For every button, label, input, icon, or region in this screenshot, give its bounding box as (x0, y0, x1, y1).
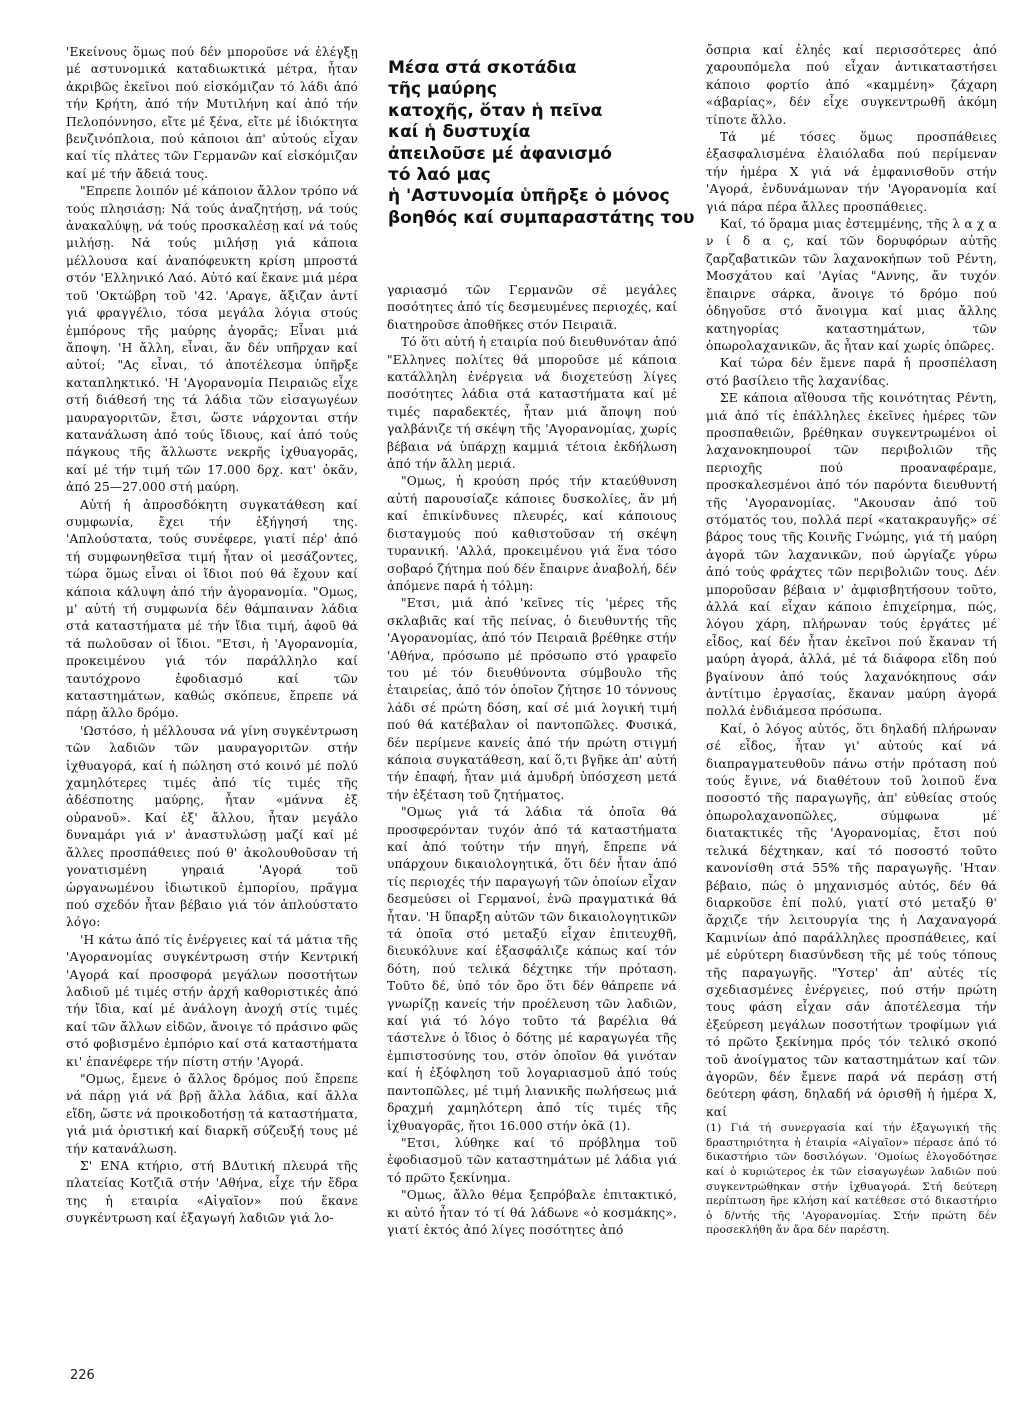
paragraph: "Ομως, ἄλλο θέμα ξεπρόβαλε ἐπιτακτικό, κι αὐτό ἦταν τό τί θά λάδωνε «ὁ κοσμάκης», γιατί ἐκτός ἀπό λίγες ποσότητες ἀπό (387, 1188, 677, 1237)
paragraph: 'Εκείνους ὅμως πού δέν μποροῦσε νά ἐλέγξῃ μέ αστυνομικά καταδιωκτικά μέτρα, ἦταν ἀκριβῶς ἐκεῖνοι πού εἰσκόμιζαν τό λάδι ἀπό τήν Κρήτη, ἀπό τήν Μυτιλήνη καί ἀπό τήν Πελοπόννησο, εἴτε μέ ξένα, εἴτε μέ ἰδιόκτητα βενζινόπλοια, πού κάποιοι ἀπ' αὐτούς εἶχαν καί τίς πλάτες τῶν Γερμανῶν καί εἰσκόμιζαν καί μέ τήν ἄδειά τους. (66, 45, 358, 181)
paragraph: "Ομως γιά τά λάδια τά ὁποῖα θά προσφερόνταν τυχόν ἀπό τά καταστήματα καί ἀπό τούτην τήν πηγή, ἔπρεπε νά υπάρχουν δικαιολογητικά, ὅτι δέν ἦταν ἀπό τίς περιοχές τήν παραγωγή τῶν ὁποίων εἶχαν δεσμεύσει οἱ Γερμανοί, ἐνῶ πραγματικά θά ἦταν. 'Η ὕπαρξη αὐτῶν τῶν δικαιολογητικῶν τά ὁποῖα στό μεταξύ εἶχαν ἐπιτευχθῆ, διευκόλυνε καί ἐξασφάλιζε κάπως καί τόν δότη, πού τελικά δέχτηκε τήν πρόταση. Τοῦτο δέ, ὑπό τόν ὅρο ὅτι δέν θάπρεπε νά γνωρίζῃ κανείς τήν προέλευση τῶν λαδιῶν, καί γιά τό λόγο τοῦτο τά βαρέλια θά τάστελνε ὁ ἴδιος ὁ δότης μέ καραγωγέα τῆς ἐμπιστοσύνης του, στόν ὁποῖον θά γινόταν καί ἡ ἐξόφληση τοῦ λογαριασμοῦ ἀπό τούς παντοπῶλες, μέ τιμή λιανικῆς πωλήσεως μιά δραχμή χαμηλότερη ἀπό τίς τιμές τῆς ἰχθυαγορᾶς, ἤτοι 16.000 στήν ὀκᾶ (1). (387, 805, 677, 1133)
paragraph: 'Ωστόσο, ἡ μέλλουσα νά γίνη συγκέντρωση τῶν λαδιῶν τῶν μαυραγοριτῶν στήν ἰχθυαγορά, καί ἡ πώληση στό κοινό μέ πολύ χαμηλότερες τιμές ἀπό τίς τιμές τῆς ἀδέσποτης μαύρης, ἦταν «μάννα ἐξ οὐρανοῦ». Καί ἐξ' ἄλλου, ἦταν μεγάλο δυναμάρι γιά ν' ἀναστυλώσῃ μαζί καί μέ ἄλλες προσπάθειες πού θ' ἀκολουθοῦσαν τή γονατισμένη γηραιά 'Αγορά τοῦ ὡργανωμένου ἰδιωτικοῦ ἐμπορίου, πρᾶγμα πού σχεδόν ἦταν βέβαιο γιά τόν ἁπλούστατο λόγο: (66, 723, 358, 930)
paragraph: Αὐτή ἡ ἀπροσδόκητη συγκατάθεση καί συμφωνία, ἔχει τήν ἐξήγησή της. 'Απλούστατα, τούς συνέφερε, γιατί πέρ' ἀπό τή συμφωνηθεῖσα τιμή ἦταν οἱ μεσάζοντες, τώρα ὅμως εἶναι οἱ ἴδιοι πού θά ἔχουν καί κάποια κάλυψη ἀπό τήν ἀγορανομία. "Ομως, μ' αὐτή τή συμφωνία δέν θάμπαιναν λάδια στά καταστήματα μέ τήν ἴδια τιμή, ἀφοῦ θά τά πωλοῦσαν οἱ ἴδιοι. "Ετσι, ἡ 'Αγορανομία, προκειμένου γιά τόν παράλληλο καί ταυτόχρονο ἐφοδιασμό καί τῶν καταστημάτων, καθώς σκόπευε, ἔπρεπε νά πάρῃ ἄλλο δρόμο. (66, 497, 358, 721)
paragraph: 'Η κάτω ἀπό τίς ἐνέργειες καί τά μάτια τῆς 'Αγορανομίας συγκέντρωση στήν Κεντρική 'Αγορά καί προσφορά μεγάλων ποσοτήτων λαδιοῦ μέ τιμές στήν ἀρχή καθοριστικές ἀπό τήν ἴδια, καί μέ ἀνάλογη ἀνοχή στίς τιμές καί τῶν ἄλλων εἰδῶν, ἄνοιγε τό πράσινο φῶς στό φοβισμένο ἐμπόριο καί στά καταστήματα κι' ἐπανέφερε τήν πίστη στήν 'Αγορά. (66, 932, 358, 1069)
paragraph: "Ομως, ἔμενε ὁ ἄλλος δρόμος πού ἔπρεπε νά πάρῃ γιά νά βρῇ ἄλλα λάδια, καί ἄλλα εἴδη, ὥστε νά προικοδοτήσῃ τά καταστήματα, γιά μιά ὁριστική καί διαρκῆ σύζευξή τους μέ τήν κατανάλωση. (66, 1071, 358, 1156)
paragraph: "Ετσι, λύθηκε καί τό πρόβλημα τοῦ ἐφοδιασμοῦ τῶν καταστημάτων μέ λάδια γιά τό πρῶτο ξεκίνημα. (387, 1135, 677, 1185)
paragraph: Τά μέ τόσες ὅμως προσπάθειες ἐξασφαλισμένα ἐλαιόλαδα πού περίμεναν τήν ἡμέρα Χ γιά νά ἐμφανισθοῦν στήν 'Αγορά, ἐνδυνάμωναν τήν 'Αγορανομία καί γιά πάρα πέρα ἄλλες προσπάθειες. (706, 130, 997, 214)
pull-quote-line: τῆς μαύρης (388, 79, 497, 100)
paragraph: "Επρεπε λοιπόν μέ κάποιον ἄλλον τρόπο νά τούς πλησιάσῃ: Νά τούς ἀναζητήσῃ, νά τούς ἀνακαλύψῃ, νά τούς προσκαλέσῃ καί νά τούς μιλήσῃ. Νά τούς μιλήσῃ γιά κάποια μέλλουσα καί ἀναπόφευκτη κρίση μπροστά στόν 'Ελληνικό Λαό. Αὐτό καί ἔκανε μιά μέρα τοῦ 'Οκτώβρη τοῦ '42. 'Αραγε, ἄξιζαν ἀντί γιά φραγγέλιο, τόσα μεγάλα λόγια στούς ἐμπόρους τῆς μαύρης ἀγορᾶς; Εἶναι μιά ἄποψη. 'Η ἄλλη, εἶναι, ἄν δέν υπῆρχαν καί αὐτοί; "Ας εἶναι, τό ἀποτέλεσμα ὑπῆρξε καταπληκτικό. 'Η 'Αγορανομία Πειραιῶς εἶχε στή διάθεσή της τά λάδια τῶν εἰσαγωγέων μαυραγοριτῶν, ἔτσι, ὥστε νάρχονται στήν κατανάλωση ἀπό τούς ἴδιους, καί ἀπό τούς πάγκους τῆς ἄλλωστε νεκρῆς ἰχθυαγορᾶς, καί μέ τήν τιμή τῶν 17.000 δρχ. κατ' ὀκᾶν, ἀπό 25—27.000 στή μαύρη. (66, 184, 358, 495)
pull-quote-line: Μέσα στά σκοτάδια (388, 58, 577, 78)
paragraph: ὄσπρια καί ἐληές καί περισσότερες ἀπό χαρουπόμελα πού εἶχαν ἀντικαταστήσει κάποιο φορτίο ἀπό «καμμένη» ζάχαρη «άβαρίας», δέν εἶχε συγκεντρωθῆ ἀκόμη τίποτε ἄλλο. (706, 43, 997, 127)
pull-quote-line: καί ἡ δυστυχία (388, 122, 531, 143)
pull-quote-line: ἡ 'Αστυνομία ὑπῆρξε ὁ μόνος (388, 186, 670, 207)
pull-quote-line: τό λαό μας (388, 165, 491, 186)
pull-quote-line: κατοχῆς, ὅταν ἡ πεῖνα (388, 100, 603, 121)
paragraph: ΣΕ κάποια αἴθουσα τῆς κοινότητας Ρέντη, μιά ἀπό τίς ἐπάλληλες ἐκεῖνες ἡμέρες τῶν προσπαθειῶν, βρέθηκαν συγκεντρωμένοι οἱ λαχανοκηπουροί τῶν περιβολιῶν τῆς περιοχῆς πού προαναφέραμε, προσκαλεσμένοι ἀπό τόν παρόντα διευθυντή τῆς 'Αγορανομίας. "Ακουσαν ἀπό τοῦ στόματός του, πολλά περί «κατακραυγῆς» σέ βάρος τους τῆς Κοινῆς Γνώμης, γιά τή μαύρη ἀγορά τῶν λαχανικῶν, πού ὡργίαζε γύρω ἀπό τούς φράχτες τῶν περιβολιῶν τους. Δέν μποροῦσαν βέβαια ν' ἀμφισβητήσουν τοῦτο, ἀλλά καί εἶχαν κάποιο ἐπιχείρημα, πώς, λόγου χάρη, πλήρωναν τούς ἐργάτες μέ εἶδος, καί δέν ἦταν ἐκεῖνοι πού ἔκαναν τή μαύρη ἀγορά, ἀλλά, μέ τά διάφορα εἴδη πού βγαίνουν ἀπό τούς λαχανόκηπους σάν ἀντίτιμο ἐργασίας, ἔκαναν μαύρη ἀγορά πολλά ἐνδιάμεσα πρόσωπα. (706, 391, 997, 719)
pull-quote-line: βοηθός καί συμπαραστάτης του (388, 207, 695, 228)
page-number: 226 (70, 1368, 95, 1383)
pull-quote (388, 58, 695, 229)
paragraph: Σ' ΕΝΑ κτήριο, στή ΒΔυτική πλευρά τῆς πλατείας Κοτζιᾶ στήν 'Αθήνα, εἶχε τήν ἔδρα της ἡ εταιρία «Αἰγαῖον» πού ἔκανε συγκέντρωση καί ἐξαγωγή λαδιῶν γιά λο- (66, 1159, 358, 1226)
text-column-middle (387, 282, 677, 1239)
paragraph: Καί, ὁ λόγος αὐτός, ὅτι δηλαδή πλήρωναν σέ εἶδος, ἦταν γι' αὐτούς καί νά διαπραγματευθοῦν πάνω στήν πρόταση πού τούς ἔγινε, νά διαθέτουν τοῦ λοιποῦ ἕνα ποσοστό τῆς παραγωγῆς, ἀπ' εὐθείας στούς ὀπωρολαχανοπῶλες, σύμφωνα μέ διατακτικές τῆς 'Αγορανομίας, ἔτσι πού τελικά δέχτηκαν, καί τό ποσοστό τοῦτο κανονίσθη στά 55% τῆς παραγωγῆς. 'Ηταν βέβαιο, πώς ὁ μηχανισμός αὐτός, δέν θά διαρκοῦσε ἐπί πολύ, γιατί στό μεταξύ θ' ἄρχιζε τήν λειτουργία της ἡ Λαχαναγορά Καμινίων ἀπό παράλληλες προσπάθειες, καί μέ εὐρύτερη διασύνδεση τῆς μέ τούς τόπους τῆς παραγωγῆς. "Υστερ' ἀπ' αὐτές τίς σχεδιασμένες ἐνέργειες, πού στήν πρώτη τους φάση εἶχαν σάν ἀποτέλεσμα τήν ἐξεύρεση μεγάλων ποσοτήτων τροφίμων γιά τό πρῶτο ξεκίνημα πρός τόν τελικό σκοπό τοῦ ἀνοίγματος τῶν καταστημάτων καί τῶν ἀγορῶν, δέν ἔμενε παρά νά περάσῃ στή δεύτερη φάση, δηλαδή νά ὁρισθῆ ἡ ἡμέρα Χ, καί (706, 721, 997, 1119)
paragraph: "Ετσι, μιά ἀπό 'κεῖνες τίς 'μέρες τῆς σκλαβιᾶς καί τῆς πείνας, ὁ διευθυντής τῆς 'Αγορανομίας, ἀπό τόν Πειραιᾶ βρέθηκε στήν 'Αθήνα, πρόσωπο μέ πρόσωπο στό γραφεῖο του μέ τόν διευθύνοντα σύμβουλο τῆς ἑταιρείας, ἀπό τόν ὁποῖον ζήτησε 10 τόννους λάδι σέ πρώτη δόση, καί σέ μιά λογική τιμή πού θά κατέβαλαν οἱ παντοπῶλες. Φυσικά, δέν περίμενε κανείς ἀπό τήν πρώτη στιγμή κάποια συγκατάθεση, καί ὅ,τι βγῆκε ἀπ' αὐτή τήν ἐπαφή, ἦταν μιά ἀμυδρή ὑπόσχεση μετά τήν ἐξέταση τοῦ ζητήματος. (387, 596, 677, 802)
paragraph: Τό ὅτι αὐτή ἡ εταιρία πού διευθυνόταν ἀπό "Ελληνες πολίτες θά μποροῦσε μέ κάποια κατάλληλη ἐνέργεια νά διοχετεύσῃ λίγες ποσότητες λάδια στά καταστήματα καί μέ τιμές παραδεκτές, ἦταν μιά ἄποψη πού γαλβάνιζε τή σκέψη τῆς 'Αγορανομίας, χωρίς βέβαια νά ὑπάρχῃ καμμιά τέτοια ἐκδήλωση ἀπό τήν ἄλλη μεριά. (387, 335, 677, 472)
paragraph: γαριασμό τῶν Γερμανῶν σέ μεγάλες ποσότητες ἀπό τίς δεσμευμένες περιοχές, καί διατηροῦσε ἀποθῆκες στόν Πειραιᾶ. (387, 283, 677, 332)
text-column-left (66, 44, 358, 1228)
pull-quote-line: ἀπειλοῦσε μέ ἀφανισμό (388, 143, 612, 164)
footnote: (1) Γιά τή συνεργασία καί τήν ἐξαγωγική τῆς δραστηριότητα ἡ ἑταιρία «Αἰγαῖον» πέρασε ἀπό τό δικαστήριο τῶν δοσιλόγων. 'Ομοίως ἐλογοδότησε καί ὁ κυριώτερος ἐκ τῶν εἰσαγωγέων λαδιῶν πού συγκεντρώθηκαν στήν ἰχθυαγορά. Στή δεύτερη περίπτωση ῆρε κλήση καί κατέθεσε στό δικαστήριο ὁ δ/ντής τῆς 'Αγορανομίας. Στήν πρώτη δέν προσεκλήθη ἄν ἄρα δέν παρέστη. (706, 1122, 997, 1237)
paragraph: "Ομως, ἡ κρούση πρός τήν κταεύθυνση αὐτή παρουσίαζε κάποιες δυσκολίες, ἄν μή καί ἐπικίνδυνες πλευρές, καί κάποιους δισταγμούς πού καθιστοῦσαν τή σκέψη τυρανική. 'Αλλά, προκειμένου γιά ἕνα τόσο σοβαρό ζήτημα πού δέν ἔπαιρνε ἀναβολή, δέν ἀπόμενε παρά ἡ τόλμη: (387, 474, 677, 593)
paragraph: Καί, τό ὅραμα μιας ἐστεμμένης, τῆς λ α χ α ν ί δ α ς, καί τῶν δορυφόρων αὐτῆς ζαρζαβατικῶν τῶν λαχανοκήπων τοῦ Ρέντη, Μοσχάτου καί 'Αγίας "Αννης, ἄν τυχόν ἔπαιρνε σάρκα, ἄνοιγε τό δρόμο πού ὁδηγοῦσε στό ἄνοιγμα καί μιας ἄλλης κατηγορίας καταστημάτων, τῶν ὀπωρολαχανικῶν, ἄς ἦταν καί χωρίς ὀπῶρες. (706, 217, 997, 353)
paragraph: Καί τώρα δέν ἔμενε παρά ἡ προσπέλαση στό βασίλειο τῆς λαχανίδας. (706, 356, 997, 388)
text-column-right (706, 42, 997, 1238)
